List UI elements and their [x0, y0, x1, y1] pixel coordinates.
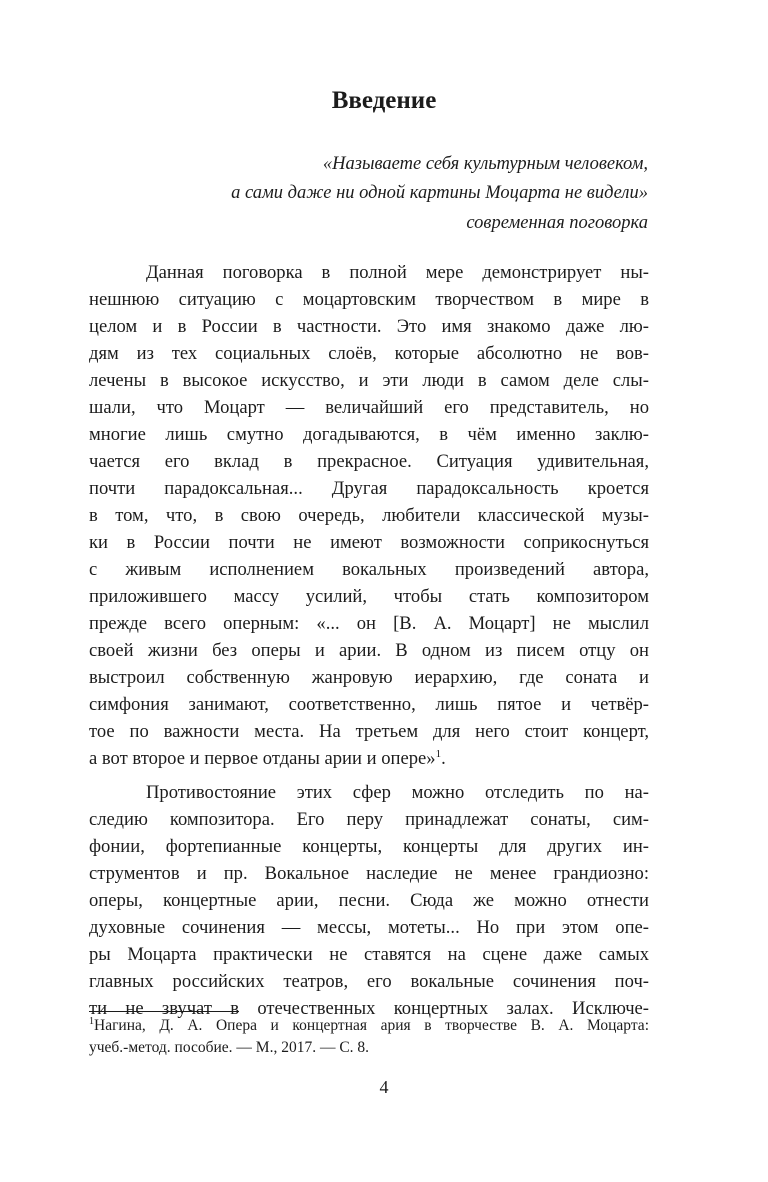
text-line: лечены в высокое искусство, и эти люди в самом деле слы-: [89, 370, 649, 391]
text-line: ти не звучат в отечественных концертных залах. Исключе-: [89, 998, 649, 1019]
epigraph-line: а сами даже ни одной картины Моцарта не видели»: [231, 183, 648, 203]
footnote-line: учеб.-метод. пособие. — М., 2017. — С. 8.: [89, 1039, 370, 1056]
epigraph: [231, 150, 648, 238]
text-line: почти парадоксальная... Другая парадоксальность кроется: [89, 478, 649, 499]
text-line: Данная поговорка в полной мере демонстрирует ны-: [146, 262, 649, 283]
text-line: многие лишь смутно догадываются, в чём именно заклю-: [89, 424, 649, 445]
text-line: Противостояние этих сфер можно отследить по на-: [146, 782, 649, 803]
text-line: оперы, концертные арии, песни. Сюда же можно отнести: [89, 890, 649, 911]
text-line: целом и в России в частности. Это имя знакомо даже лю-: [89, 316, 649, 337]
text-line: нешнюю ситуацию с моцартовским творчеством в мире в: [89, 289, 649, 310]
text-line: чается его вклад в прекрасное. Ситуация удивительная,: [89, 451, 649, 472]
text-line: в том, что, в свою очередь, любители классической музы-: [89, 505, 649, 526]
epigraph-line: «Называете себя культурным человеком,: [322, 154, 648, 174]
footnote-reference[interactable]: 1: [435, 748, 442, 760]
text-line: фонии, фортепианные концерты, концерты для других ин-: [89, 836, 649, 857]
text-line: шали, что Моцарт — величайший его представитель, но: [89, 397, 649, 418]
text-line: ки в России почти не имеют возможности соприкоснуться: [89, 532, 649, 553]
text-line: [89, 745, 649, 772]
text-span: а вот второе и первое отданы арии и опере»: [89, 748, 436, 769]
text-span: .: [441, 748, 446, 769]
text-line: духовные сочинения — мессы, мотеты... Но при этом опе-: [89, 917, 649, 938]
text-line: следию композитора. Его перу принадлежат сонаты, сим-: [89, 809, 649, 830]
text-line: выстроил собственную жанровую иерархию, где соната и: [89, 667, 649, 688]
text-line: приложившего массу усилий, чтобы стать композитором: [89, 586, 649, 607]
epigraph-source: современная поговорка: [466, 213, 648, 233]
text-line: дям из тех социальных слоёв, которые абсолютно не вов-: [89, 343, 649, 364]
chapter-title: Введение: [331, 87, 437, 114]
text-line: тое по важности места. На третьем для него стоит концерт,: [89, 721, 649, 742]
text-line: главных российских театров, его вокальные сочинения поч-: [89, 971, 649, 992]
text-line: прежде всего оперным: «... он [В. А. Моцарт] не мыслил: [89, 613, 649, 634]
text-line: ры Моцарта практически не ставятся на сцене даже самых: [89, 944, 649, 965]
footnote-divider: [89, 1011, 239, 1012]
footnote-mark: 1: [89, 1016, 94, 1027]
page-number: 4: [379, 1077, 389, 1097]
text-line: с живым исполнением вокальных произведений автора,: [89, 559, 649, 580]
text-line: струментов и пр. Вокальное наследие не менее грандиозно:: [89, 863, 649, 884]
text-line: своей жизни без оперы и арии. В одном из писем отцу он: [89, 640, 649, 661]
footnote-line: [89, 1015, 649, 1037]
text-line: симфония занимают, соответственно, лишь пятое и четвёр-: [89, 694, 649, 715]
footnote-text: Нагина, Д. А. Опера и концертная ария в творчестве В. А. Моцарта:: [94, 1017, 649, 1034]
